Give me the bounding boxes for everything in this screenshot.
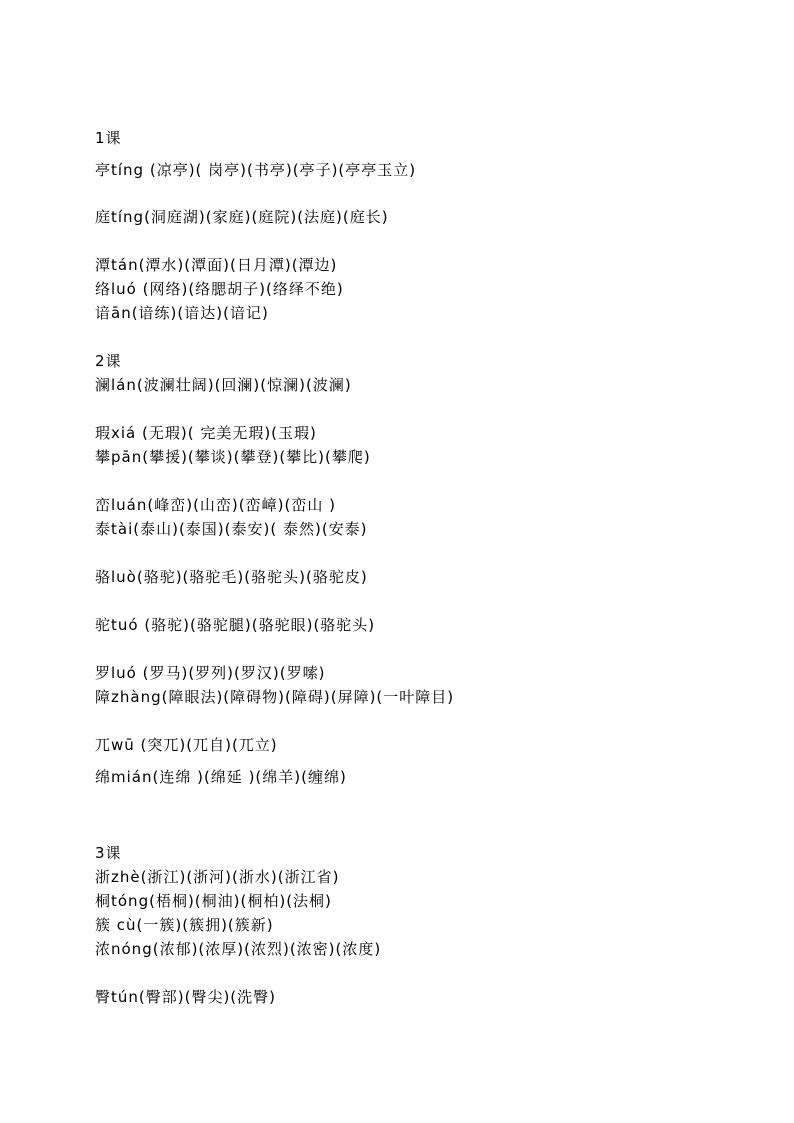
lesson-2-heading: 2课 [95,352,122,370]
vocab-entry-ting-pavilion: 亭tíng (凉亭)( 岗亭)(书亭)(亭子)(亭亭玉立) [95,161,417,179]
vocab-entry-an: 谙ān(谙练)(谙达)(谙记) [95,304,269,322]
vocab-entry-pan: 攀pān(攀援)(攀谈)(攀登)(攀比)(攀爬) [95,448,371,466]
vocab-entry-tun: 臀tún(臀部)(臀尖)(洗臀) [95,988,277,1006]
vocab-entry-wu: 兀wū (突兀)(兀自)(兀立) [95,736,278,754]
vocab-entry-luo-net: 络luó (网络)(络腮胡子)(络绎不绝) [95,280,344,298]
vocab-entry-tai: 泰tài(泰山)(泰国)(泰安)( 泰然)(安泰) [95,520,368,538]
vocab-entry-luan: 峦luán(峰峦)(山峦)(峦嶂)(峦山 ) [95,496,336,514]
vocab-entry-tong: 桐tóng(梧桐)(桐油)(桐柏)(法桐) [95,892,332,910]
vocab-entry-tan: 潭tán(潭水)(潭面)(日月潭)(潭边) [95,256,338,274]
vocab-entry-cu: 簇 cù(一簇)(簇拥)(簇新) [95,916,274,934]
vocab-entry-lan: 澜lán(波澜壮阔)(回澜)(惊澜)(波澜) [95,376,352,394]
vocab-entry-tuo: 驼tuó (骆驼)(骆驼腿)(骆驼眼)(骆驼头) [95,616,376,634]
vocab-entry-nong: 浓nóng(浓郁)(浓厚)(浓烈)(浓密)(浓度) [95,940,382,958]
vocab-entry-zhang: 障zhàng(障眼法)(障碍物)(障碍)(屏障)(一叶障目) [95,688,455,706]
vocab-entry-luo-luo: 罗luó (罗马)(罗列)(罗汉)(罗嗦) [95,664,326,682]
vocab-entry-zhe: 浙zhè(浙江)(浙河)(浙水)(浙江省) [95,868,340,886]
lesson-3-heading: 3课 [95,844,122,862]
vocab-entry-ting-court: 庭tíng(洞庭湖)(家庭)(庭院)(法庭)(庭长) [95,208,389,226]
lesson-1-heading: 1课 [95,129,122,147]
vocab-entry-luo-camel: 骆luò(骆驼)(骆驼毛)(骆驼头)(骆驼皮) [95,568,368,586]
vocab-entry-mian: 绵mián(连绵 )(绵延 )(绵羊)(缠绵) [95,768,347,786]
vocab-entry-xia: 瑕xiá (无瑕)( 完美无瑕)(玉瑕) [95,424,317,442]
